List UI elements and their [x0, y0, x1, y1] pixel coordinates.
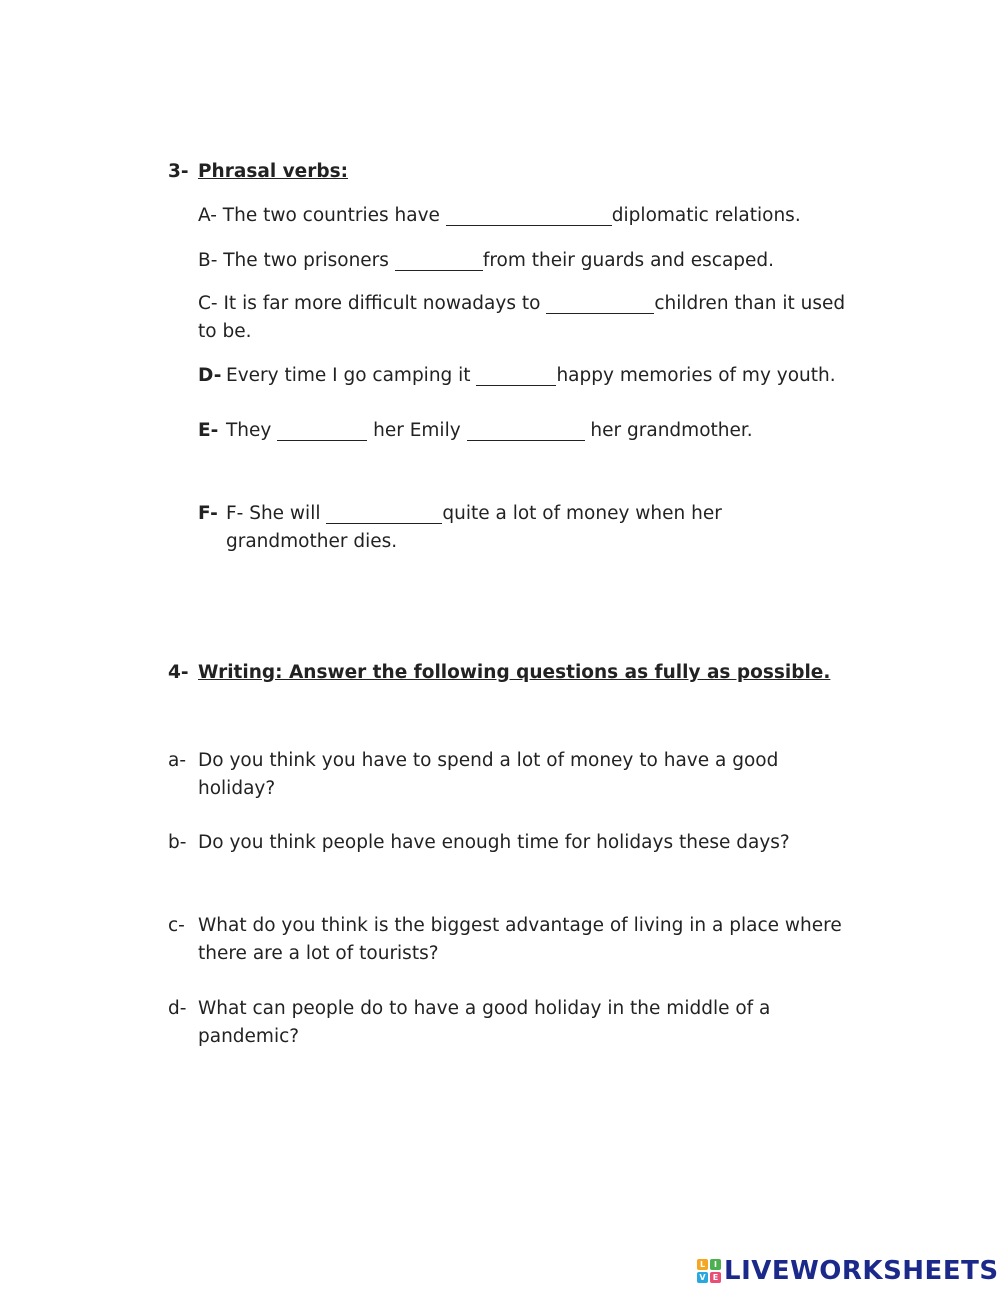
item-text: children than it used [654, 293, 846, 314]
item-text: Every time I go camping it [226, 365, 477, 386]
logo-text: LIVEWORKSHEETS [724, 1256, 999, 1286]
logo-block: I [710, 1259, 721, 1270]
item-text: happy memories of my youth. [556, 365, 836, 386]
exercise-item-e [226, 417, 753, 445]
answer-blank-e1[interactable] [277, 422, 367, 441]
exercise-item-f [226, 500, 722, 528]
logo-blocks-icon [697, 1259, 721, 1283]
item-text: from their guards and escaped. [482, 250, 775, 271]
exercise-item-a [198, 202, 801, 230]
item-text: her Emily [367, 420, 467, 441]
question-letter-c: c- [168, 915, 185, 936]
exercise-item-d [226, 362, 836, 390]
answer-blank-c[interactable] [546, 295, 654, 314]
section-4-number: 4- [168, 662, 189, 683]
item-letter-e: E- [198, 420, 219, 441]
answer-blank-d[interactable] [476, 367, 556, 386]
item-text: C- It is far more difficult nowadays to [198, 293, 547, 314]
answer-blank-b[interactable] [395, 252, 483, 271]
section-3-heading: Phrasal verbs: [198, 161, 348, 182]
question-c-line-1: What do you think is the biggest advantage of living in a place where [198, 915, 842, 936]
liveworksheets-logo [697, 1256, 999, 1286]
logo-block: L [697, 1259, 708, 1270]
question-a-line-2: holiday? [198, 778, 276, 799]
answer-blank-e2[interactable] [467, 422, 585, 441]
exercise-item-c [198, 290, 845, 318]
answer-blank-f[interactable] [326, 505, 442, 524]
item-text: F- She will [226, 503, 327, 524]
question-letter-b: b- [168, 832, 187, 853]
logo-block: V [697, 1272, 708, 1283]
item-text: A- The two countries have [198, 205, 446, 226]
question-b-line-1: Do you think people have enough time for holidays these days? [198, 832, 790, 853]
answer-blank-a[interactable] [446, 207, 612, 226]
question-c-line-2: there are a lot of tourists? [198, 943, 439, 964]
item-text: diplomatic relations. [611, 205, 801, 226]
question-d-line-1: What can people do to have a good holiday in the middle of a [198, 998, 771, 1019]
logo-block: E [710, 1272, 721, 1283]
exercise-item-c-continuation: to be. [198, 321, 252, 342]
item-text: quite a lot of money when her [442, 503, 722, 524]
exercise-item-f-continuation: grandmother dies. [226, 531, 398, 552]
item-text: They [226, 420, 278, 441]
question-d-line-2: pandemic? [198, 1026, 300, 1047]
question-letter-a: a- [168, 750, 187, 771]
item-letter-f: F- [198, 503, 218, 524]
item-letter-d: D- [198, 365, 222, 386]
section-3-number: 3- [168, 161, 189, 182]
item-text: her grandmother. [584, 420, 753, 441]
item-text: B- The two prisoners [198, 250, 395, 271]
exercise-item-b [198, 247, 774, 275]
section-4-heading: Writing: Answer the following questions as fully as possible. [198, 662, 831, 683]
question-letter-d: d- [168, 998, 187, 1019]
question-a-line-1: Do you think you have to spend a lot of money to have a good [198, 750, 779, 771]
